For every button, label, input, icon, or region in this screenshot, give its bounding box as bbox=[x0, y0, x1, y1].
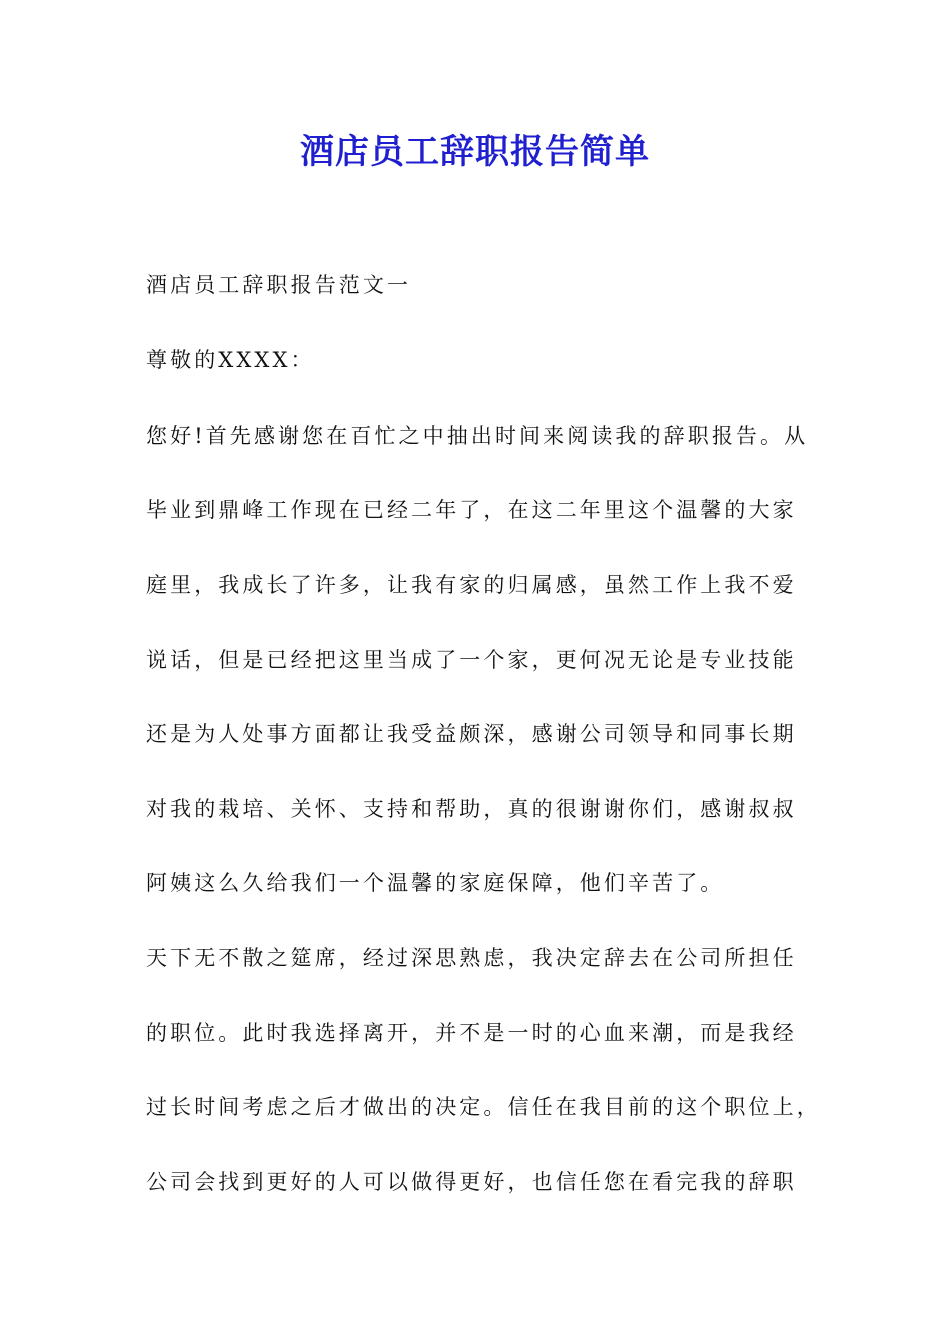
paragraph-line: 说话，但是已经把这里当成了一个家，更何况无论是专业技能 bbox=[146, 648, 797, 672]
paragraph-line: 还是为人处事方面都让我受益颇深，感谢公司领导和同事长期 bbox=[146, 722, 797, 746]
paragraph-line: 庭里，我成长了许多，让我有家的归属感，虽然工作上我不爱 bbox=[146, 573, 797, 597]
document-title: 酒店员工辞职报告简单 bbox=[300, 132, 650, 172]
salutation: 尊敬的XXXX： bbox=[146, 348, 315, 372]
section-heading: 酒店员工辞职报告范文一 bbox=[146, 273, 412, 297]
paragraph-line: 毕业到鼎峰工作现在已经二年了，在这二年里这个温馨的大家 bbox=[146, 498, 797, 522]
paragraph-line: 天下无不散之筵席，经过深思熟虑，我决定辞去在公司所担任 bbox=[146, 946, 797, 970]
paragraph-line: 公司会找到更好的人可以做得更好，也信任您在看完我的辞职 bbox=[146, 1170, 797, 1194]
paragraph-line: 的职位。此时我选择离开，并不是一时的心血来潮，而是我经 bbox=[146, 1021, 797, 1045]
paragraph-line: 您好!首先感谢您在百忙之中抽出时间来阅读我的辞职报告。从 bbox=[146, 424, 809, 448]
paragraph-line: 对我的栽培、关怀、支持和帮助，真的很谢谢你们，感谢叔叔 bbox=[146, 797, 797, 821]
paragraph-line: 阿姨这么久给我们一个温馨的家庭保障，他们辛苦了。 bbox=[146, 871, 725, 895]
paragraph-line: 过长时间考虑之后才做出的决定。信任在我目前的这个职位上， bbox=[146, 1095, 821, 1119]
